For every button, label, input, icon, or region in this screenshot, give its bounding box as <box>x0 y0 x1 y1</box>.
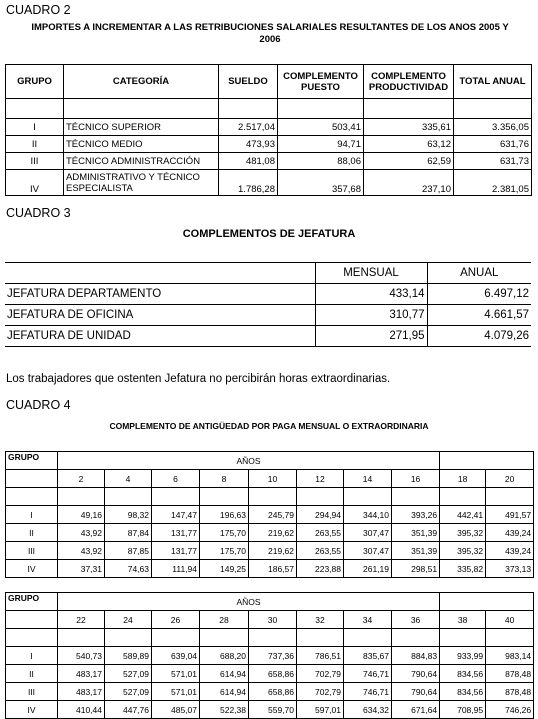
table-row <box>6 506 534 524</box>
value-cell: 559,70 <box>249 701 297 719</box>
value-cell: 571,01 <box>152 665 200 683</box>
value-cell: 298,51 <box>392 560 440 578</box>
value-cell: 834,56 <box>440 683 486 701</box>
value-cell: 307,47 <box>344 542 392 560</box>
value-cell: 746,26 <box>486 701 534 719</box>
years-row: 22 24 26 28 30 32 34 36 38 40 <box>6 611 534 629</box>
anos-header: AÑOS <box>58 593 440 611</box>
value-cell: 634,32 <box>344 701 392 719</box>
value-cell: 344,10 <box>344 506 392 524</box>
value-cell: 131,77 <box>152 542 200 560</box>
value-cell: 702,79 <box>297 683 344 701</box>
value-cell: 746,71 <box>344 683 392 701</box>
col-complemento-productividad: COMPLEMENTO PRODUCTIVIDAD <box>364 65 454 99</box>
col-grupo: GRUPO <box>6 65 64 99</box>
value-cell: 351,39 <box>392 542 440 560</box>
value-cell: 223,88 <box>297 560 344 578</box>
value-cell: 74,63 <box>105 560 152 578</box>
value-cell: 522,38 <box>200 701 249 719</box>
grupo-cell: II <box>6 665 58 683</box>
value-cell: 186,57 <box>249 560 297 578</box>
value-cell: 527,09 <box>105 683 152 701</box>
cuadro4-table-1 <box>5 451 534 578</box>
grupo-cell: I <box>6 506 58 524</box>
table-row: JEFATURA DE OFICINA 310,77 4.661,57 <box>5 305 531 326</box>
value-cell: 335,82 <box>440 560 486 578</box>
value-cell: 175,70 <box>200 542 249 560</box>
grupo-header: GRUPO <box>6 593 58 611</box>
value-cell: 98,32 <box>105 506 152 524</box>
years-row: 2 4 6 8 10 12 14 16 18 20 <box>6 470 534 488</box>
cuadro2-header-row <box>6 65 532 99</box>
value-cell: 149,25 <box>200 560 249 578</box>
value-cell: 395,32 <box>440 542 486 560</box>
cuadro3-heading: CUADRO 3 <box>6 206 71 220</box>
value-cell: 671,64 <box>392 701 440 719</box>
value-cell: 447,76 <box>105 701 152 719</box>
cuadro4-table-2 <box>5 592 534 719</box>
value-cell: 37,31 <box>58 560 105 578</box>
value-cell: 294,94 <box>297 506 344 524</box>
value-cell: 147,47 <box>152 506 200 524</box>
cuadro3-note: Los trabajadores que ostenten Jefatura no percibirán horas extraordinarias. <box>6 373 391 385</box>
value-cell: 483,17 <box>58 665 105 683</box>
table-row <box>6 647 534 665</box>
table-row <box>6 683 534 701</box>
anos-header: AÑOS <box>58 452 440 470</box>
cuadro4-heading: CUADRO 4 <box>6 398 71 412</box>
table-row <box>6 524 534 542</box>
grupo-cell: II <box>6 524 58 542</box>
value-cell: 878,48 <box>486 665 534 683</box>
value-cell: 614,94 <box>200 683 249 701</box>
cuadro3-header-row <box>5 263 531 284</box>
value-cell: 540,73 <box>58 647 105 665</box>
value-cell: 219,62 <box>249 542 297 560</box>
value-cell: 597,01 <box>297 701 344 719</box>
value-cell: 439,24 <box>486 524 534 542</box>
value-cell: 307,47 <box>344 524 392 542</box>
value-cell: 658,86 <box>249 683 297 701</box>
grupo-cell: III <box>6 683 58 701</box>
value-cell: 835,67 <box>344 647 392 665</box>
value-cell: 393,26 <box>392 506 440 524</box>
col-complemento-puesto: COMPLEMENTO PUESTO <box>278 65 364 99</box>
table-row: III TÉCNICO ADMINISTRACCIÓN 481,08 88,06 62,59 631,73 <box>6 153 532 170</box>
table-row <box>6 560 534 578</box>
value-cell: 834,56 <box>440 665 486 683</box>
col-total-anual: TOTAL ANUAL <box>454 65 532 99</box>
value-cell: 196,63 <box>200 506 249 524</box>
value-cell: 373,13 <box>486 560 534 578</box>
grupo-header: GRUPO <box>6 452 58 470</box>
value-cell: 491,57 <box>486 506 534 524</box>
col-sueldo: SUELDO <box>219 65 278 99</box>
table-row <box>6 701 534 719</box>
value-cell: 790,64 <box>392 683 440 701</box>
value-cell: 87,85 <box>105 542 152 560</box>
table-row <box>6 542 534 560</box>
value-cell: 175,70 <box>200 524 249 542</box>
value-cell: 410,44 <box>58 701 105 719</box>
value-cell: 746,71 <box>344 665 392 683</box>
value-cell: 639,04 <box>152 647 200 665</box>
col-mensual: MENSUAL <box>315 263 427 284</box>
value-cell: 131,77 <box>152 524 200 542</box>
value-cell: 43,92 <box>58 524 105 542</box>
value-cell: 485,07 <box>152 701 200 719</box>
value-cell: 708,95 <box>440 701 486 719</box>
value-cell: 527,09 <box>105 665 152 683</box>
value-cell: 983,14 <box>486 647 534 665</box>
table-row: IV ADMINISTRATIVO Y TÉCNICO ESPECIALISTA 1.786,28 357,68 237,10 2.381,05 <box>6 170 532 196</box>
value-cell: 614,94 <box>200 665 249 683</box>
value-cell: 49,16 <box>58 506 105 524</box>
table-row: II TÉCNICO MEDIO 473,93 94,71 63,12 631,76 <box>6 136 532 153</box>
cuadro2-spacer-row <box>6 99 532 119</box>
table-row <box>6 665 534 683</box>
cuadro2-table <box>5 64 532 196</box>
table-row: I TÉCNICO SUPERIOR 2.517,04 503,41 335,61 3.356,05 <box>6 119 532 136</box>
grupo-cell: IV <box>6 560 58 578</box>
value-cell: 790,64 <box>392 665 440 683</box>
value-cell: 111,94 <box>152 560 200 578</box>
value-cell: 351,39 <box>392 524 440 542</box>
value-cell: 483,17 <box>58 683 105 701</box>
value-cell: 589,89 <box>105 647 152 665</box>
value-cell: 219,62 <box>249 524 297 542</box>
cuadro4-table-1-body <box>6 506 534 578</box>
col-anual: ANUAL <box>427 263 531 284</box>
cuadro3-table <box>5 262 531 347</box>
value-cell: 786,51 <box>297 647 344 665</box>
grupo-cell: IV <box>6 701 58 719</box>
value-cell: 87,84 <box>105 524 152 542</box>
cuadro3-title: COMPLEMENTOS DE JEFATURA <box>182 228 356 240</box>
cuadro4-title: COMPLEMENTO DE ANTIGÜEDAD POR PAGA MENSUAL O EXTRAORDINARIA <box>109 421 429 431</box>
value-cell: 658,86 <box>249 665 297 683</box>
cuadro2-title: IMPORTES A INCREMENTAR A LAS RETRIBUCIONES SALARIALES RESULTANTES DE LOS ANOS 2005 Y 2006 <box>31 22 509 45</box>
grupo-cell: III <box>6 542 58 560</box>
value-cell: 878,48 <box>486 683 534 701</box>
value-cell: 439,24 <box>486 542 534 560</box>
cuadro2-heading: CUADRO 2 <box>6 3 71 17</box>
table-row: JEFATURA DEPARTAMENTO 433,14 6.497,12 <box>5 284 531 305</box>
col-categoria: CATEGORÍA <box>64 65 219 99</box>
value-cell: 263,55 <box>297 542 344 560</box>
value-cell: 263,55 <box>297 524 344 542</box>
value-cell: 702,79 <box>297 665 344 683</box>
value-cell: 688,20 <box>200 647 249 665</box>
value-cell: 261,19 <box>344 560 392 578</box>
grupo-cell: I <box>6 647 58 665</box>
value-cell: 43,92 <box>58 542 105 560</box>
value-cell: 442,41 <box>440 506 486 524</box>
cuadro4-table-2-body <box>6 647 534 719</box>
value-cell: 245,79 <box>249 506 297 524</box>
value-cell: 395,32 <box>440 524 486 542</box>
table-row: JEFATURA DE UNIDAD 271,95 4.079,26 <box>5 326 531 347</box>
value-cell: 933,99 <box>440 647 486 665</box>
value-cell: 737,36 <box>249 647 297 665</box>
value-cell: 571,01 <box>152 683 200 701</box>
value-cell: 884,83 <box>392 647 440 665</box>
